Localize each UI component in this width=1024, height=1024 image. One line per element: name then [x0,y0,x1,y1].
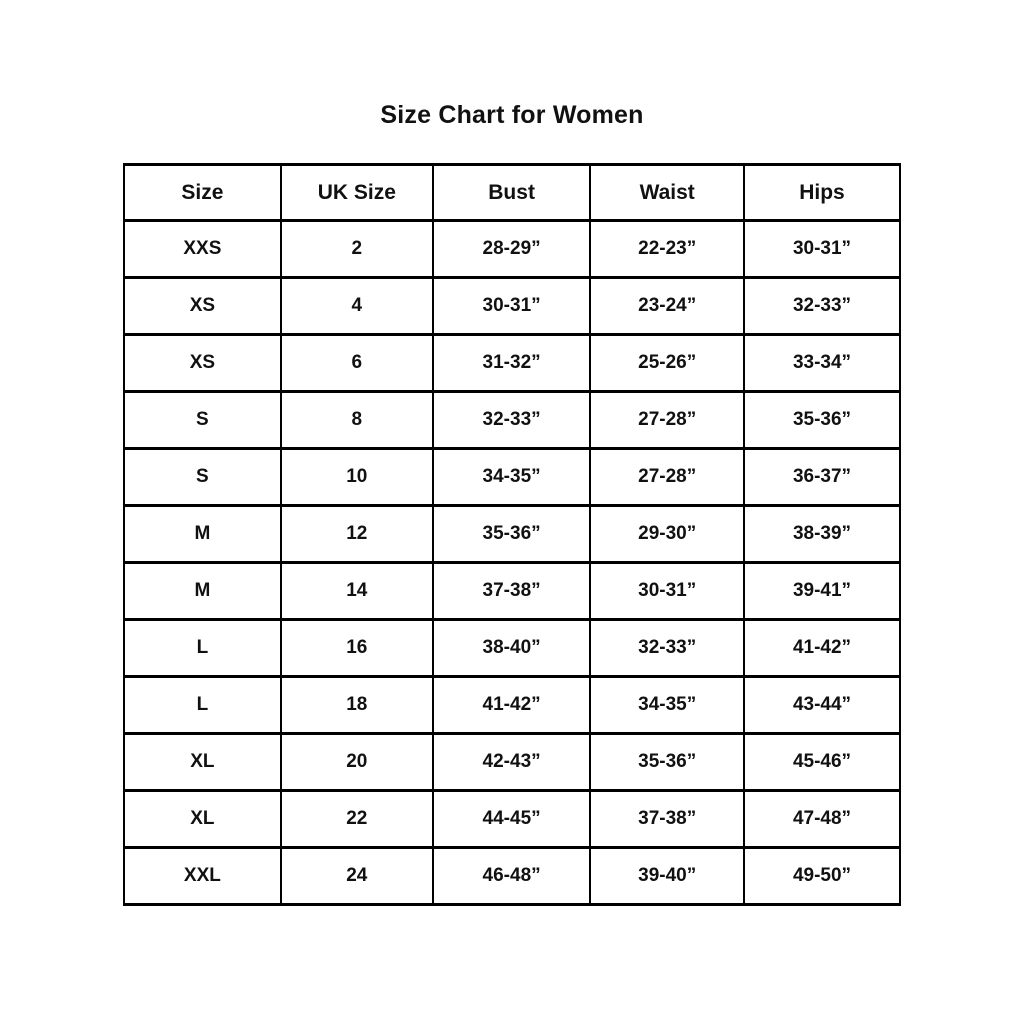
cell-size: XL [124,734,281,791]
column-header-hips: Hips [744,165,900,221]
cell-hips: 39-41” [744,563,900,620]
cell-size: S [124,392,281,449]
table-row [124,221,900,278]
cell-hips: 41-42” [744,620,900,677]
cell-uk-size: 8 [281,392,433,449]
cell-hips: 33-34” [744,335,900,392]
column-header-size: Size [124,165,281,221]
table-body [124,221,900,905]
cell-waist: 27-28” [590,449,744,506]
cell-size: XS [124,278,281,335]
cell-uk-size: 10 [281,449,433,506]
cell-bust: 28-29” [433,221,591,278]
cell-bust: 44-45” [433,791,591,848]
cell-waist: 25-26” [590,335,744,392]
column-header-waist: Waist [590,165,744,221]
cell-uk-size: 14 [281,563,433,620]
cell-waist: 34-35” [590,677,744,734]
cell-bust: 42-43” [433,734,591,791]
cell-uk-size: 16 [281,620,433,677]
table-row [124,848,900,905]
cell-uk-size: 4 [281,278,433,335]
cell-hips: 45-46” [744,734,900,791]
cell-hips: 36-37” [744,449,900,506]
cell-size: XL [124,791,281,848]
table-row [124,278,900,335]
cell-hips: 49-50” [744,848,900,905]
cell-hips: 47-48” [744,791,900,848]
cell-size: XXS [124,221,281,278]
cell-uk-size: 12 [281,506,433,563]
table-row [124,392,900,449]
cell-waist: 29-30” [590,506,744,563]
column-header-bust: Bust [433,165,591,221]
cell-size: M [124,563,281,620]
cell-bust: 37-38” [433,563,591,620]
cell-size: L [124,620,281,677]
size-chart-table [123,163,901,906]
cell-size: XXL [124,848,281,905]
cell-size: XS [124,335,281,392]
table-row [124,791,900,848]
cell-hips: 35-36” [744,392,900,449]
cell-waist: 23-24” [590,278,744,335]
cell-bust: 35-36” [433,506,591,563]
page-title: Size Chart for Women [380,101,644,129]
cell-waist: 37-38” [590,791,744,848]
cell-waist: 22-23” [590,221,744,278]
cell-size: M [124,506,281,563]
table-row [124,620,900,677]
cell-hips: 38-39” [744,506,900,563]
cell-bust: 38-40” [433,620,591,677]
cell-uk-size: 6 [281,335,433,392]
table-row [124,734,900,791]
cell-waist: 39-40” [590,848,744,905]
cell-hips: 30-31” [744,221,900,278]
table-row [124,677,900,734]
cell-uk-size: 2 [281,221,433,278]
column-header-uk-size: UK Size [281,165,433,221]
cell-uk-size: 20 [281,734,433,791]
cell-bust: 30-31” [433,278,591,335]
cell-size: L [124,677,281,734]
cell-bust: 46-48” [433,848,591,905]
cell-bust: 31-32” [433,335,591,392]
cell-uk-size: 18 [281,677,433,734]
cell-uk-size: 24 [281,848,433,905]
table-header-row [124,165,900,221]
cell-bust: 32-33” [433,392,591,449]
cell-hips: 43-44” [744,677,900,734]
table-row [124,506,900,563]
cell-size: S [124,449,281,506]
cell-waist: 30-31” [590,563,744,620]
cell-uk-size: 22 [281,791,433,848]
cell-hips: 32-33” [744,278,900,335]
table-row [124,335,900,392]
cell-bust: 41-42” [433,677,591,734]
table-row [124,449,900,506]
cell-waist: 27-28” [590,392,744,449]
table-row [124,563,900,620]
cell-waist: 32-33” [590,620,744,677]
cell-bust: 34-35” [433,449,591,506]
cell-waist: 35-36” [590,734,744,791]
